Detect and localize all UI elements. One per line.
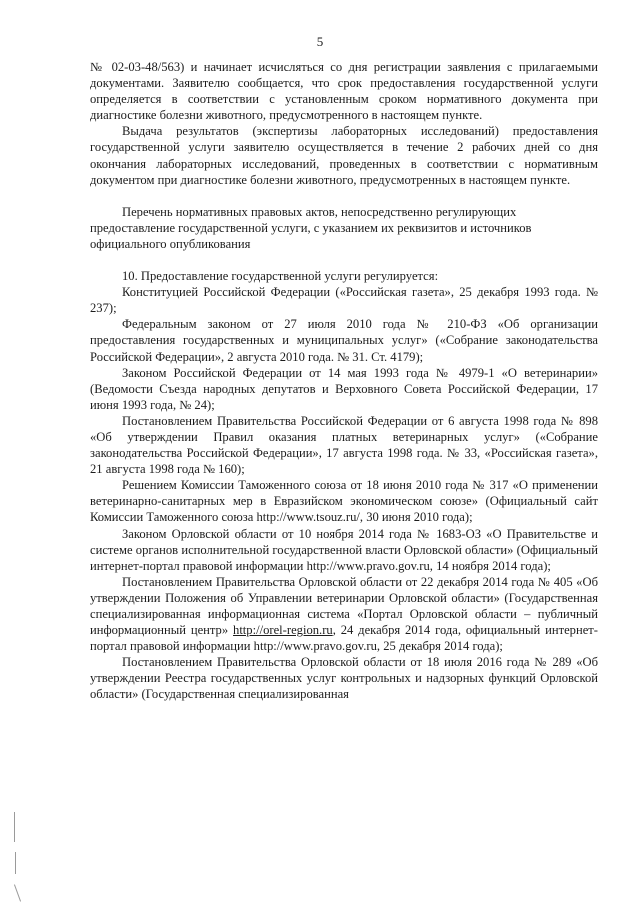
paragraph-term-continuation: № 02-03-48/563) и начинает исчисляться со дня регистрации заявления с прилагаемыми документами. Заявителю сообщается, что срок предоставления государственной услуги определяется в соответствии с установленным сроком нормативного документа при диагностике болезни животного, предусмотренного в настоящем пункте. [90, 60, 598, 123]
law-oryol-405 [90, 574, 598, 654]
law-federal-210fz: Федеральным законом от 27 июля 2010 года № 210-ФЗ «Об организации предоставления государственных и муниципальных услуг» («Собрание законодательства Российской Федерации», 2 августа 2010 года. № 31. Ст. 4179); [90, 317, 598, 364]
orel-region-link[interactable]: http://orel-region.ru [233, 623, 333, 638]
law-oryol-405-text: Постановлением Правительства Орловской области от 22 декабря 2014 года № 405 «Об утверждении Положения об Управлении ветеринарии Орловской области» (Государственная специализированная информационная система «Портал Орловской области – публичный информационный центр» [90, 574, 598, 638]
document-body [90, 59, 598, 703]
law-constitution: Конституцией Российской Федерации («Российская газета», 25 декабря 1993 года. № 237); [90, 285, 598, 316]
scan-margin-mark [15, 852, 16, 874]
section-heading-legal-acts: Перечень нормативных правовых актов, непосредственно регулирующих предоставление государственной услуги, с указанием их реквизитов и источников официального опубликования [90, 204, 532, 251]
law-oryol-289: Постановлением Правительства Орловской области от 18 июля 2016 года № 289 «Об утверждении Реестра государственных услуг контрольных и надзорных функций Орловской области» (Государственная специализированная [90, 655, 598, 702]
law-veterinary-4979: Законом Российской Федерации от 14 мая 1993 года № 4979-1 «О ветеринарии» (Ведомости Съезда народных депутатов и Верховного Совета Российской Федерации, 17 июня 1993 года, № 24); [90, 365, 598, 412]
law-government-898: Постановлением Правительства Российской Федерации от 6 августа 1998 года № 898 «Об утверждении Правил оказания платных ветеринарных услуг» («Собрание законодательства Российской Федерации», 17 августа 1998 года. № 33, «Российская газета», 21 августа 1998 года № 160); [90, 413, 598, 477]
page-number: 5 [316, 34, 324, 49]
law-oryol-405-text-end: , 24 декабря 2014 года, официальный интернет-портал правовой информации http://www.pravo.gov.ru, 25 декабря 2014 года); [90, 623, 598, 654]
scan-margin-mark [14, 884, 21, 901]
law-customs-union-317: Решением Комиссии Таможенного союза от 18 июня 2010 года № 317 «О применении ветеринарно-санитарных мер в Евразийском экономическом союзе» (Официальный сайт Комиссии Таможенного союза http://www.tsouz.ru/, 30 июня 2010 года); [90, 478, 598, 525]
item-10-heading: 10. Предоставление государственной услуги регулируется: [122, 269, 439, 284]
scan-margin-mark [14, 812, 15, 842]
paragraph-results-issuance: Выдача результатов (экспертизы лабораторных исследований) предоставления государственной услуги заявителю осуществляется в течение 2 рабочих дней со дня окончания лабораторных исследований, проведенных в соответствии с нормативным документом при диагностике болезни животного, предусмотренных в настоящем пункте. [90, 124, 598, 187]
law-oryol-1683: Законом Орловской области от 10 ноября 2014 года № 1683-ОЗ «О Правительстве и системе органов исполнительной государственной власти Орловской области» (Официальный интернет-портал правовой информации http://www.pravo.gov.ru, 14 ноября 2014 года); [90, 526, 598, 573]
